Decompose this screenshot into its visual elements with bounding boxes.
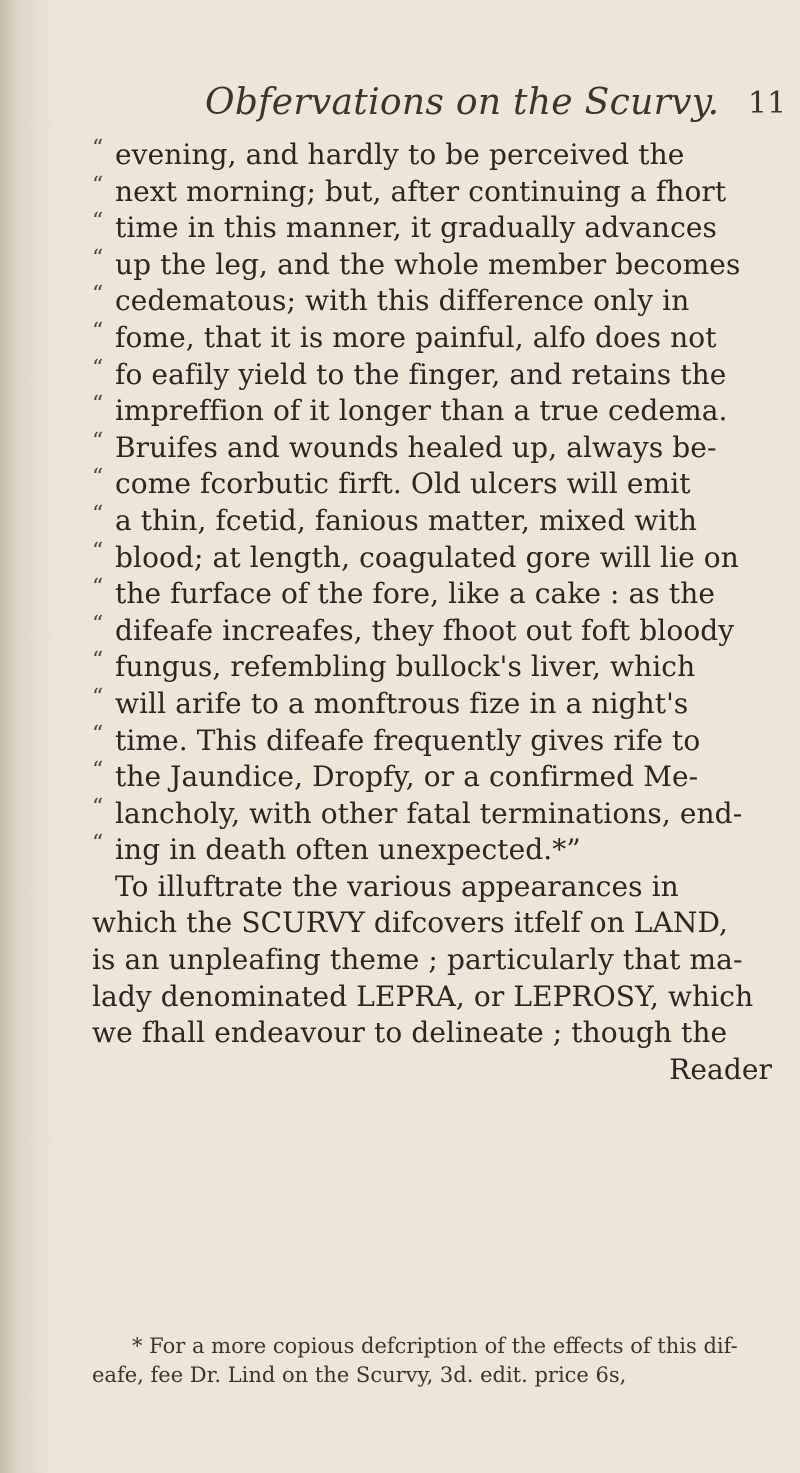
line-text: Bruifes and wounds healed up, always be- — [115, 430, 717, 464]
text-line — [92, 503, 782, 540]
line-text: Reader — [669, 1052, 772, 1086]
text-line — [92, 430, 782, 467]
quote-mark: “ — [92, 501, 104, 527]
line-text: next morning; but, after continuing a fhort — [115, 174, 727, 208]
text-line — [92, 832, 782, 869]
text-line — [92, 649, 782, 686]
text-line — [92, 320, 782, 357]
line-text: fungus, refembling bullock's liver, which — [115, 650, 696, 684]
text-line — [92, 942, 782, 979]
quote-mark: “ — [92, 209, 104, 235]
text-line — [92, 723, 782, 760]
footnote-line: * For a more copious defcription of the effects of this dif- — [132, 1334, 738, 1358]
text-line — [92, 210, 782, 247]
text-line — [92, 1015, 782, 1052]
line-text: the Jaundice, Dropfy, or a confirmed Me- — [115, 760, 699, 794]
text-line — [92, 357, 782, 394]
quote-mark: “ — [92, 575, 104, 601]
text-line — [92, 466, 782, 503]
line-text: come fcorbutic firft. Old ulcers will emit — [115, 467, 691, 501]
line-text: lady denominated LEPRA, or LEPROSY, which — [92, 979, 754, 1013]
text-line — [92, 137, 782, 174]
text-line — [92, 979, 782, 1016]
quote-mark: “ — [92, 648, 104, 674]
page-number: 11 — [748, 86, 787, 121]
line-text: ing in death often unexpected.*” — [115, 833, 581, 867]
line-text: a thin, fcetid, fanious matter, mixed with — [115, 503, 697, 537]
quote-mark: “ — [92, 428, 104, 454]
text-line — [92, 759, 782, 796]
text-line — [92, 247, 782, 284]
line-text: evening, and hardly to be perceived the — [115, 138, 685, 171]
quote-mark: “ — [92, 355, 104, 381]
running-head: Obfervations on the Scurvy. — [205, 82, 720, 123]
line-text: fome, that it is more painful, alfo does not — [115, 320, 717, 354]
quote-mark: “ — [92, 538, 104, 564]
quote-mark: “ — [92, 465, 104, 491]
line-text: difeafe increafes, they fhoot out foft bloody — [115, 613, 735, 647]
quote-mark: “ — [92, 318, 104, 344]
quote-mark: “ — [92, 136, 104, 161]
quote-mark: “ — [92, 245, 104, 271]
text-line — [92, 1052, 782, 1089]
line-text: time. This difeafe frequently gives rife to — [115, 723, 701, 757]
quote-mark: “ — [92, 282, 104, 308]
line-text: up the leg, and the whole member becomes — [115, 247, 741, 281]
text-line — [92, 613, 782, 650]
text-line — [92, 540, 782, 577]
text-line — [92, 796, 782, 833]
line-text: lancholy, with other fatal terminations, end- — [115, 796, 743, 830]
quote-mark: “ — [92, 794, 104, 820]
line-text: cedematous; with this difference only in — [115, 284, 690, 318]
line-text: impreffion of it longer than a true cedema. — [115, 394, 728, 428]
line-text: time in this manner, it gradually advances — [115, 211, 717, 245]
text-line — [92, 869, 782, 906]
text-line — [92, 283, 782, 320]
line-text: we fhall endeavour to delineate ; though the — [92, 1016, 728, 1050]
quote-mark: “ — [92, 721, 104, 747]
line-text: To illuftrate the various appearances in — [115, 869, 679, 903]
body-text — [92, 137, 782, 1088]
line-text: will arife to a monftrous fize in a night's — [115, 686, 689, 720]
quote-mark: “ — [92, 392, 104, 418]
line-text: is an unpleafing theme ; particularly that ma- — [92, 943, 743, 977]
line-text: which the SCURVY difcovers itfelf on LAND, — [92, 906, 729, 940]
text-line — [92, 905, 782, 942]
line-text: fo eafily yield to the finger, and retains the — [115, 357, 727, 391]
footnote — [92, 1332, 782, 1390]
quote-mark: “ — [92, 611, 104, 637]
quote-mark: “ — [92, 684, 104, 710]
line-text: the furface of the fore, like a cake : as the — [115, 577, 716, 611]
text-line — [92, 393, 782, 430]
text-line — [92, 686, 782, 723]
footnote-line: eafe, fee Dr. Lind on the Scurvy, 3d. edit. price 6s, — [92, 1363, 627, 1387]
line-text: blood; at length, coagulated gore will lie on — [115, 540, 739, 574]
text-line — [92, 576, 782, 613]
quote-mark: “ — [92, 172, 104, 198]
quote-mark: “ — [92, 831, 104, 857]
quote-mark: “ — [92, 758, 104, 784]
text-line — [92, 174, 782, 211]
